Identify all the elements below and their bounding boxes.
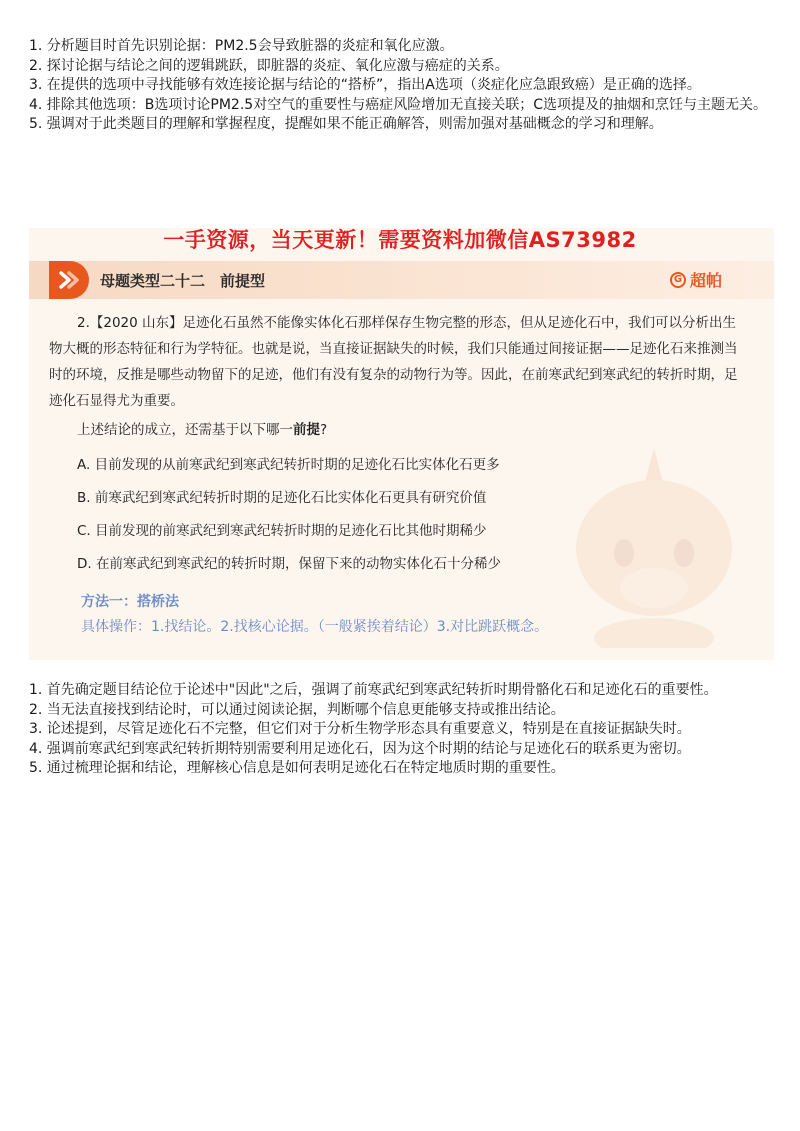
list-item: 5. 通过梳理论据和结论，理解核心信息是如何表明足迹化石在特定地质时期的重要性。 xyxy=(29,760,565,776)
option-c: C. 目前发现的前寒武纪到寒武纪转折时期的足迹化石比其他时期稀少 xyxy=(77,523,487,539)
prompt-mark: ? xyxy=(320,422,328,438)
question-card-image xyxy=(29,228,774,660)
option-b: B. 前寒武纪到寒武纪转折时期的足迹化石比实体化石更具有研究价值 xyxy=(77,490,487,506)
option-d: D. 在前寒武纪到寒武纪的转折时期，保留下来的动物实体化石十分稀少 xyxy=(77,556,501,572)
summary-list-top xyxy=(29,37,774,135)
chevron-right-icon xyxy=(49,261,89,299)
option-a: A. 目前发现的从前寒武纪到寒武纪转折时期的足迹化石比实体化石更多 xyxy=(77,457,500,473)
list-item: 2. 当无法直接找到结论时，可以通过阅读论据，判断哪个信息更能够支持或推出结论。 xyxy=(29,701,565,718)
list-item: 3. 在提供的选项中寻找能够有效连接论据与结论的“搭桥”，指出A选项（炎症化应急跟致癌）是正确的选择。 xyxy=(29,77,701,93)
method-steps: 具体操作：1.找结论。2.找核心论据。（一般紧挨着结论）3.对比跳跃概念。 xyxy=(81,619,549,635)
section-title: 母题类型二十二 前提型 xyxy=(100,272,266,290)
list-item: 2. 探讨论据与结论之间的逻辑跳跃，即脏器的炎症、氧化应激与癌症的关系。 xyxy=(29,57,509,74)
method-title: 方法一：搭桥法 xyxy=(81,594,179,610)
watermark-banner: 一手资源，当天更新！需要资料加微信AS73982 xyxy=(163,228,637,252)
summary-list-bottom xyxy=(29,681,774,779)
brand-logo xyxy=(670,268,722,291)
brand-name: 超帕 xyxy=(689,271,722,290)
list-item: 4. 强调前寒武纪到寒武纪转折期特别需要利用足迹化石，因为这个时期的结论与足迹化石的联系更为密切。 xyxy=(29,740,691,757)
list-item: 4. 排除其他选项：B选项讨论PM2.5对空气的重要性与癌症风险增加无直接关联；C选项提及的抽烟和烹饪与主题无关。 xyxy=(29,96,767,113)
list-item: 5. 强调对于此类题目的理解和掌握程度，提醒如果不能正确解答，则需加强对基础概念的学习和理解。 xyxy=(29,116,663,132)
list-item: 1. 首先确定题目结论位于论述中"因此"之后，强调了前寒武纪到寒武纪转折时期骨骼化石和足迹化石的重要性。 xyxy=(29,682,718,698)
question-prompt xyxy=(77,418,327,438)
list-item: 3. 论述提到，尽管足迹化石不完整，但它们对于分析生物学形态具有重要意义，特别是在直接证据缺失时。 xyxy=(29,721,691,737)
prompt-text: 上述结论的成立，还需基于以下哪一 xyxy=(77,422,293,438)
question-text: 2.【2020 山东】足迹化石虽然不能像实体化石那样保存生物完整的形态，但从足迹化石中，我们可以分析出生物大概的形态特征和行为学特征。也就是说，当直接证据缺失的时候，我们只能通过间接证据——足迹化石来推测当时的环境，反推是哪些动物留下的足迹，他们有没有复杂的动物行为等。因此，在前寒武纪到寒武纪的转折时期，足迹化石显得尤为重要。 xyxy=(49,315,738,409)
unicorn-mascot-icon xyxy=(554,438,754,648)
list-item: 1. 分析题目时首先识别论据：PM2.5会导致脏器的炎症和氧化应激。 xyxy=(29,38,454,54)
g-logo-icon: G xyxy=(670,272,686,288)
prompt-keyword: 前提 xyxy=(293,422,320,438)
